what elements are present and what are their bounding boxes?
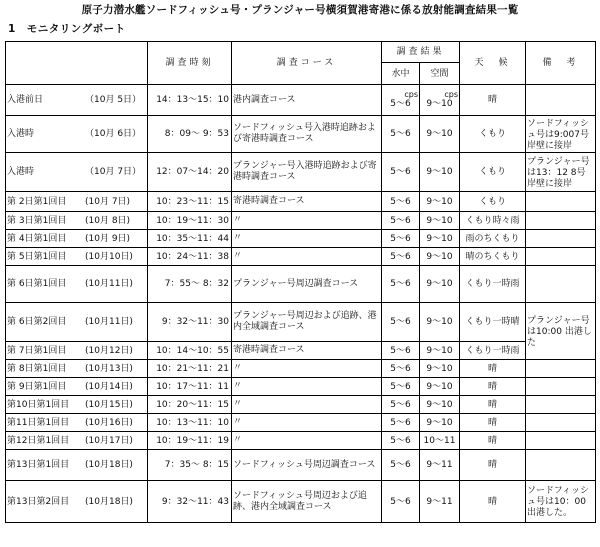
row-label-text: 第 8日第1回目 (7, 363, 67, 374)
row-date: (10月10日) (85, 251, 133, 262)
row-course-text: ソードフィッシュ号周辺調査コース (233, 459, 376, 470)
row-sea-value (382, 414, 420, 432)
row-time-text: 10：23〜11：15 (156, 196, 229, 207)
row-label-text: 入港時 (7, 129, 35, 139)
row-label-text: 第 6日第1回目 (7, 279, 67, 289)
header-remarks: 備 考 (526, 42, 596, 85)
row-label-text: 第 4日第1回目 (7, 233, 67, 244)
row-air-value-text: 9〜10 (426, 99, 453, 109)
row-sea-value (382, 378, 420, 396)
table-row (6, 303, 596, 342)
row-remarks (526, 266, 596, 303)
row-time-text: 9：32〜11：30 (161, 317, 229, 327)
row-weather (460, 396, 526, 414)
row-course-text: 〃 (233, 435, 243, 445)
row-remarks (526, 212, 596, 230)
row-weather (460, 481, 526, 523)
row-weather-text: くもり一時晴 (465, 317, 520, 327)
row-course-text: 寄港時調査コース (233, 345, 305, 355)
row-air-value (420, 396, 460, 414)
row-sea-value-text: 5〜6 (390, 345, 411, 356)
row-course-text: プランジャー号入港時追跡および寄港時調査コース (233, 161, 377, 182)
row-course-text: ソードフィッシュ号入港時追跡および寄港時調査コース (233, 123, 376, 144)
row-air-value-text: 9〜11 (426, 496, 453, 507)
table-row (6, 414, 596, 432)
row-date: (10月14日) (85, 381, 133, 392)
row-weather-text: 晴 (488, 363, 498, 374)
row-course (232, 230, 382, 248)
row-date: (10月18日) (85, 496, 133, 507)
row-time-text: 10：19〜11：30 (156, 215, 229, 226)
row-air-value-text: 9〜10 (426, 363, 453, 374)
row-sea-value (382, 116, 420, 153)
row-sea-value-text: 5〜6 (390, 317, 411, 327)
row-date: (10月17日) (85, 435, 133, 446)
row-label-text: 第 5日第1回目 (7, 251, 67, 262)
row-air-value (420, 192, 460, 212)
row-label (6, 248, 148, 266)
row-remarks (526, 192, 596, 212)
unit-label: cps (404, 90, 418, 99)
row-remarks (526, 414, 596, 432)
row-remarks (526, 85, 596, 116)
row-sea-value (382, 342, 420, 360)
row-label-text: 第 2日第1回目 (7, 196, 67, 207)
row-air-value-text: 9〜10 (426, 215, 453, 226)
header-result: 調査結果 (382, 42, 460, 63)
row-time (148, 212, 232, 230)
row-remarks (526, 378, 596, 396)
row-time (148, 153, 232, 192)
row-air-value (420, 266, 460, 303)
row-label-text: 第 3日第1回目 (7, 215, 67, 226)
row-course (232, 378, 382, 396)
row-air-value-text: 9〜10 (426, 129, 453, 139)
row-time (148, 248, 232, 266)
row-label (6, 212, 148, 230)
row-air-value-text: 9〜10 (426, 251, 453, 262)
table-row (6, 378, 596, 396)
table-row (6, 248, 596, 266)
row-weather-text: 晴 (488, 460, 498, 470)
row-time (148, 360, 232, 378)
row-sea-value (382, 230, 420, 248)
table-row (6, 116, 596, 153)
row-time-text: 10：17〜11：11 (156, 381, 229, 392)
row-air-value (420, 85, 460, 116)
row-time-text: 7：35〜 8：15 (164, 460, 229, 470)
row-label (6, 230, 148, 248)
row-time (148, 414, 232, 432)
row-date: (10月18日) (85, 460, 133, 470)
row-air-value-text: 9〜10 (426, 417, 453, 428)
row-label (6, 360, 148, 378)
row-course-text: 〃 (233, 417, 243, 427)
table-row (6, 342, 596, 360)
table-row (6, 85, 596, 116)
row-sea-value (382, 303, 420, 342)
row-course (232, 116, 382, 153)
row-air-value (420, 360, 460, 378)
row-label (6, 342, 148, 360)
row-label-text: 第11日第1回目 (7, 417, 70, 428)
row-sea-value-text: 5〜6 (390, 399, 411, 410)
row-course (232, 414, 382, 432)
row-sea-value (382, 85, 420, 116)
row-weather (460, 212, 526, 230)
row-air-value (420, 248, 460, 266)
row-weather-text: くもり (479, 167, 507, 177)
row-time-text: 10：19〜11：19 (156, 435, 229, 446)
row-sea-value-text: 5〜6 (390, 460, 411, 470)
row-label-text: 入港時 (7, 167, 35, 177)
row-weather-text: 晴 (488, 381, 498, 392)
row-air-value-text: 9〜10 (426, 345, 453, 356)
table-row (6, 432, 596, 450)
row-label-text: 入港前日 (7, 95, 44, 105)
row-time-text: 9：32〜11：43 (161, 496, 229, 507)
row-sea-value (382, 212, 420, 230)
header-course: 調査コース (232, 42, 382, 85)
row-weather-text: 晴のちくもり (465, 251, 520, 262)
row-weather-text: くもり一時雨 (465, 279, 520, 289)
row-time-text: 10：21〜11：21 (156, 363, 229, 374)
row-weather-text: くもり一時雨 (465, 345, 520, 356)
row-air-value (420, 116, 460, 153)
row-time-text: 7：55〜 8：32 (164, 279, 229, 289)
row-air-value (420, 414, 460, 432)
row-label (6, 450, 148, 481)
row-air-value-text: 9〜11 (426, 460, 453, 470)
row-label (6, 116, 148, 153)
row-sea-value-text: 5〜6 (390, 196, 411, 207)
row-label-text: 第13日第1回目 (7, 460, 70, 470)
row-date: （10月 6日） (85, 129, 142, 139)
row-air-value-text: 9〜10 (426, 381, 453, 392)
row-remarks: ソードフィッシュ号は10：00出港した。 (526, 481, 596, 523)
row-time-text: 10：35〜11：44 (156, 233, 229, 244)
row-course (232, 342, 382, 360)
row-weather-text: 晴 (488, 435, 498, 446)
row-time-text: 10：14〜10：55 (156, 345, 229, 356)
row-date: (10月11日) (85, 279, 133, 289)
row-air-value-text: 9〜10 (426, 196, 453, 207)
table-row (6, 192, 596, 212)
row-time-text: 10：20〜11：15 (156, 399, 229, 410)
row-remarks: プランジャー号は10:00 出港した (526, 303, 596, 360)
row-label (6, 378, 148, 396)
row-course (232, 248, 382, 266)
row-date: (10月12日) (85, 345, 133, 356)
row-course (232, 432, 382, 450)
row-remarks (526, 432, 596, 450)
table-row (6, 266, 596, 303)
row-label (6, 266, 148, 303)
row-weather-text: 雨のちくもり (465, 233, 520, 244)
row-label-text: 第 6日第2回目 (7, 317, 67, 327)
row-weather (460, 432, 526, 450)
row-air-value (420, 378, 460, 396)
row-sea-value (382, 396, 420, 414)
row-course-text: 〃 (233, 363, 243, 373)
row-course-text: 〃 (233, 381, 243, 391)
row-time (148, 192, 232, 212)
row-air-value (420, 450, 460, 481)
row-weather (460, 266, 526, 303)
row-course (232, 192, 382, 212)
row-weather-text: 晴 (488, 417, 498, 428)
row-sea-value-text: 5〜6 (390, 435, 411, 446)
header-air: 空間 (420, 63, 460, 85)
table-row (6, 481, 596, 523)
row-course-text: 〃 (233, 233, 243, 243)
row-time-text: 14：13〜15：10 (156, 95, 229, 105)
row-air-value (420, 342, 460, 360)
row-air-value-text: 9〜10 (426, 399, 453, 410)
row-label (6, 396, 148, 414)
row-sea-value (382, 266, 420, 303)
row-label (6, 192, 148, 212)
row-sea-value-text: 5〜6 (390, 215, 411, 226)
row-sea-value (382, 450, 420, 481)
row-time (148, 450, 232, 481)
table-header-row (6, 42, 596, 63)
row-weather (460, 342, 526, 360)
row-weather-text: 晴 (488, 496, 498, 507)
row-label-text: 第13日第2回目 (7, 496, 70, 507)
row-remarks (526, 230, 596, 248)
row-sea-value-text: 5〜6 (390, 363, 411, 374)
row-time (148, 396, 232, 414)
row-air-value (420, 153, 460, 192)
row-sea-value-text: 5〜6 (390, 251, 411, 262)
row-weather (460, 360, 526, 378)
row-time-text: 8：09〜 9：53 (164, 129, 229, 139)
table-row (6, 153, 596, 192)
row-weather-text: くもり時々雨 (465, 215, 520, 226)
row-time (148, 342, 232, 360)
header-weather: 天 候 (460, 42, 526, 85)
row-remarks: ソードフィッシュ号は9:007号岸壁に接岸 (526, 116, 596, 153)
row-sea-value (382, 153, 420, 192)
row-time-text: 10：13〜11：10 (156, 417, 229, 428)
row-sea-value (382, 432, 420, 450)
row-weather-text: 晴 (488, 95, 498, 105)
row-weather (460, 303, 526, 342)
row-sea-value-text: 5〜6 (390, 129, 411, 139)
row-weather-text: くもり (479, 129, 507, 139)
row-time-text: 10：24〜11：38 (156, 251, 229, 262)
row-label (6, 481, 148, 523)
row-course (232, 396, 382, 414)
row-label-text: 第 9日第1回目 (7, 381, 67, 392)
row-time (148, 303, 232, 342)
row-time (148, 378, 232, 396)
row-course-text: 寄港時調査コース (233, 196, 305, 206)
row-date: (10月13日) (85, 363, 133, 374)
row-weather (460, 116, 526, 153)
row-course-text: プランジャー号周辺調査コース (233, 278, 359, 289)
row-label (6, 153, 148, 192)
row-sea-value (382, 481, 420, 523)
row-time (148, 116, 232, 153)
row-air-value-text: 9〜10 (426, 279, 453, 289)
table-row (6, 396, 596, 414)
row-time-text: 12：07〜14：20 (156, 167, 229, 177)
row-course-text: 〃 (233, 251, 243, 261)
table-row (6, 230, 596, 248)
row-course-text: プランジャー号周辺および追跡、港内全域調査コース (233, 311, 377, 332)
row-sea-value-text: 5〜6 (390, 279, 411, 289)
row-remarks (526, 396, 596, 414)
row-label (6, 85, 148, 116)
row-course-text: 〃 (233, 399, 243, 409)
table-row (6, 450, 596, 481)
row-weather (460, 192, 526, 212)
row-air-value (420, 303, 460, 342)
row-course (232, 481, 382, 523)
row-air-value (420, 481, 460, 523)
row-air-value (420, 212, 460, 230)
row-course-text: 港内調査コース (233, 94, 296, 105)
row-weather-text: くもり (479, 196, 507, 207)
row-label-text: 第 7日第1回目 (7, 345, 67, 356)
row-weather (460, 378, 526, 396)
row-weather (460, 153, 526, 192)
row-course (232, 303, 382, 342)
row-air-value-text: 10〜11 (423, 435, 456, 446)
header-sea: 水中 (382, 63, 420, 85)
row-time (148, 432, 232, 450)
row-label (6, 414, 148, 432)
row-time (148, 85, 232, 116)
document-title: 原子力潜水艦ソードフィッシュ号・プランジャー号横須賀港寄港に係る放射能調査結果一覧 (81, 4, 519, 16)
row-course (232, 85, 382, 116)
row-label-text: 第10日第1回目 (7, 399, 70, 410)
unit-label: cps (444, 90, 459, 99)
row-date: (10月11日) (85, 317, 133, 327)
row-sea-value (382, 192, 420, 212)
row-weather (460, 248, 526, 266)
row-label (6, 303, 148, 342)
row-air-value-text: 9〜10 (426, 167, 453, 177)
row-label-text: 第12日第1回目 (7, 435, 70, 446)
row-date: （10月 7日） (85, 167, 142, 177)
row-label (6, 432, 148, 450)
row-date: (10月 7日) (85, 196, 131, 207)
row-air-value-text: 9〜10 (426, 233, 453, 244)
table-row (6, 212, 596, 230)
table-row (6, 360, 596, 378)
row-time (148, 266, 232, 303)
row-weather (460, 85, 526, 116)
row-time (148, 230, 232, 248)
row-date: (10月 9日) (85, 233, 131, 244)
row-course (232, 360, 382, 378)
row-sea-value (382, 360, 420, 378)
row-date: （10月 5日） (85, 95, 142, 105)
row-date: (10月15日) (85, 399, 133, 410)
row-sea-value (382, 248, 420, 266)
results-table (5, 41, 596, 523)
row-sea-value-text: 5〜6 (390, 233, 411, 244)
row-course (232, 266, 382, 303)
row-air-value (420, 432, 460, 450)
row-course (232, 153, 382, 192)
row-weather (460, 230, 526, 248)
row-course (232, 450, 382, 481)
table-body (6, 85, 596, 523)
row-air-value-text: 9〜10 (426, 317, 453, 327)
section-title: 1 モニタリングボート (8, 23, 126, 35)
header-blank (6, 42, 148, 85)
row-course-text: 〃 (233, 215, 243, 225)
row-remarks (526, 248, 596, 266)
row-course-text: ソードフィッシュ号周辺および追跡、港内全域調査コース (233, 490, 367, 512)
row-remarks: プランジャー号は13：12 8号岸壁に接岸 (526, 153, 596, 192)
row-sea-value-text: 5〜6 (390, 99, 411, 109)
row-time (148, 481, 232, 523)
row-date: (10月16日) (85, 417, 133, 428)
row-sea-value-text: 5〜6 (390, 496, 411, 507)
row-weather (460, 450, 526, 481)
row-remarks (526, 450, 596, 481)
row-date: (10月 8日) (85, 215, 131, 226)
row-remarks (526, 360, 596, 378)
row-sea-value-text: 5〜6 (390, 167, 411, 177)
header-time: 調査時刻 (148, 42, 232, 85)
row-weather (460, 414, 526, 432)
row-course (232, 212, 382, 230)
row-air-value (420, 230, 460, 248)
row-sea-value-text: 5〜6 (390, 381, 411, 392)
row-sea-value-text: 5〜6 (390, 417, 411, 428)
row-weather-text: 晴 (488, 399, 498, 410)
